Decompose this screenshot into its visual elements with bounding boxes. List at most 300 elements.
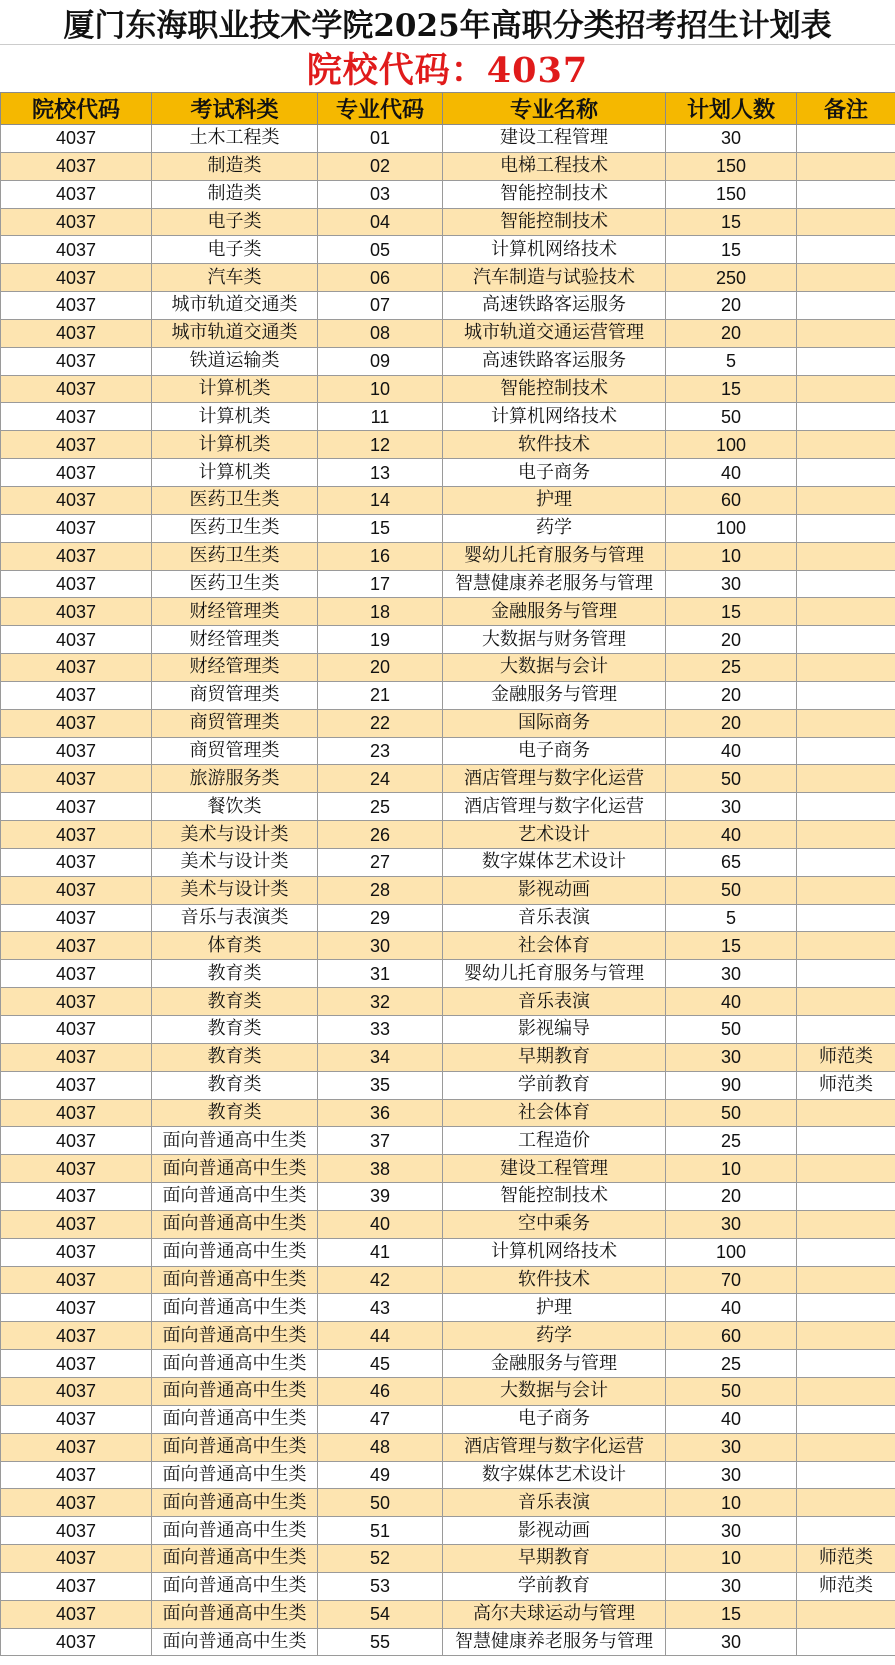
table-row — [1, 292, 895, 320]
cell-remarks — [797, 1517, 895, 1545]
table-row — [1, 403, 895, 431]
cell-remarks — [797, 292, 895, 320]
cell-school-code: 4037 — [1, 347, 152, 375]
cell-exam-category: 美术与设计类 — [152, 848, 318, 876]
cell-major-name: 影视编导 — [443, 1016, 666, 1044]
cell-major-code: 12 — [318, 431, 443, 459]
cell-school-code: 4037 — [1, 1183, 152, 1211]
table-row — [1, 1043, 895, 1071]
cell-school-code: 4037 — [1, 1127, 152, 1155]
cell-major-code: 34 — [318, 1043, 443, 1071]
cell-school-code: 4037 — [1, 1517, 152, 1545]
cell-plan-count: 100 — [666, 514, 797, 542]
header-major-name: 专业名称 — [443, 93, 666, 125]
cell-school-code: 4037 — [1, 375, 152, 403]
cell-major-code: 36 — [318, 1099, 443, 1127]
cell-exam-category: 商贸管理类 — [152, 681, 318, 709]
header-school-code: 院校代码 — [1, 93, 152, 125]
cell-major-name: 音乐表演 — [443, 988, 666, 1016]
cell-plan-count: 30 — [666, 1210, 797, 1238]
cell-school-code: 4037 — [1, 152, 152, 180]
cell-major-name: 社会体育 — [443, 932, 666, 960]
cell-plan-count: 15 — [666, 932, 797, 960]
table-body — [1, 125, 895, 1656]
cell-remarks — [797, 152, 895, 180]
cell-major-code: 48 — [318, 1433, 443, 1461]
cell-school-code: 4037 — [1, 570, 152, 598]
table-header-row — [1, 93, 895, 125]
cell-exam-category: 面向普通高中生类 — [152, 1266, 318, 1294]
cell-major-code: 17 — [318, 570, 443, 598]
cell-school-code: 4037 — [1, 1628, 152, 1656]
table-row — [1, 1517, 895, 1545]
table-row — [1, 542, 895, 570]
cell-major-name: 计算机网络技术 — [443, 236, 666, 264]
table-row — [1, 1071, 895, 1099]
cell-major-name: 计算机网络技术 — [443, 403, 666, 431]
cell-plan-count: 60 — [666, 486, 797, 514]
cell-remarks: 师范类 — [797, 1071, 895, 1099]
cell-major-code: 50 — [318, 1489, 443, 1517]
cell-exam-category: 计算机类 — [152, 459, 318, 487]
table-row — [1, 431, 895, 459]
cell-school-code: 4037 — [1, 821, 152, 849]
cell-remarks — [797, 793, 895, 821]
cell-major-name: 数字媒体艺术设计 — [443, 848, 666, 876]
cell-exam-category: 商贸管理类 — [152, 737, 318, 765]
cell-remarks — [797, 1016, 895, 1044]
cell-remarks — [797, 1377, 895, 1405]
cell-major-name: 护理 — [443, 486, 666, 514]
cell-major-code: 15 — [318, 514, 443, 542]
cell-exam-category: 铁道运输类 — [152, 347, 318, 375]
cell-school-code: 4037 — [1, 514, 152, 542]
cell-major-code: 53 — [318, 1572, 443, 1600]
cell-exam-category: 音乐与表演类 — [152, 904, 318, 932]
cell-exam-category: 面向普通高中生类 — [152, 1155, 318, 1183]
cell-exam-category: 美术与设计类 — [152, 876, 318, 904]
cell-school-code: 4037 — [1, 208, 152, 236]
cell-remarks — [797, 1183, 895, 1211]
cell-major-name: 婴幼儿托育服务与管理 — [443, 542, 666, 570]
table-row — [1, 125, 895, 153]
cell-remarks — [797, 988, 895, 1016]
cell-major-code: 29 — [318, 904, 443, 932]
cell-plan-count: 65 — [666, 848, 797, 876]
cell-exam-category: 制造类 — [152, 180, 318, 208]
table-row — [1, 1489, 895, 1517]
table-row — [1, 319, 895, 347]
cell-plan-count: 30 — [666, 125, 797, 153]
cell-remarks — [797, 932, 895, 960]
cell-exam-category: 面向普通高中生类 — [152, 1489, 318, 1517]
cell-major-name: 大数据与会计 — [443, 654, 666, 682]
page-title: 厦门东海职业技术学院2025年高职分类招考招生计划表 — [0, 0, 895, 45]
table-row — [1, 1461, 895, 1489]
cell-major-name: 大数据与财务管理 — [443, 626, 666, 654]
cell-remarks — [797, 125, 895, 153]
cell-plan-count: 15 — [666, 208, 797, 236]
cell-school-code: 4037 — [1, 737, 152, 765]
table-row — [1, 1099, 895, 1127]
cell-school-code: 4037 — [1, 486, 152, 514]
cell-remarks — [797, 1600, 895, 1628]
cell-exam-category: 教育类 — [152, 988, 318, 1016]
cell-major-name: 金融服务与管理 — [443, 598, 666, 626]
table-row — [1, 514, 895, 542]
cell-major-code: 54 — [318, 1600, 443, 1628]
table-row — [1, 1572, 895, 1600]
header-remarks: 备注 — [797, 93, 895, 125]
cell-remarks — [797, 1210, 895, 1238]
cell-exam-category: 面向普通高中生类 — [152, 1210, 318, 1238]
cell-major-code: 26 — [318, 821, 443, 849]
cell-remarks: 师范类 — [797, 1043, 895, 1071]
cell-remarks — [797, 347, 895, 375]
cell-plan-count: 25 — [666, 654, 797, 682]
cell-major-code: 25 — [318, 793, 443, 821]
cell-plan-count: 50 — [666, 1377, 797, 1405]
cell-plan-count: 50 — [666, 876, 797, 904]
cell-plan-count: 100 — [666, 431, 797, 459]
cell-plan-count: 15 — [666, 1600, 797, 1628]
cell-major-name: 计算机网络技术 — [443, 1238, 666, 1266]
cell-plan-count: 30 — [666, 1572, 797, 1600]
table-row — [1, 654, 895, 682]
table-row — [1, 570, 895, 598]
cell-plan-count: 5 — [666, 347, 797, 375]
cell-remarks — [797, 960, 895, 988]
cell-major-code: 40 — [318, 1210, 443, 1238]
cell-exam-category: 面向普通高中生类 — [152, 1183, 318, 1211]
cell-plan-count: 50 — [666, 765, 797, 793]
table-row — [1, 626, 895, 654]
table-row — [1, 375, 895, 403]
cell-plan-count: 40 — [666, 1294, 797, 1322]
cell-major-code: 49 — [318, 1461, 443, 1489]
cell-remarks — [797, 459, 895, 487]
cell-remarks — [797, 681, 895, 709]
cell-remarks — [797, 765, 895, 793]
cell-major-name: 艺术设计 — [443, 821, 666, 849]
cell-major-name: 软件技术 — [443, 431, 666, 459]
table-row — [1, 1377, 895, 1405]
cell-plan-count: 50 — [666, 1099, 797, 1127]
cell-major-name: 空中乘务 — [443, 1210, 666, 1238]
cell-exam-category: 计算机类 — [152, 431, 318, 459]
cell-exam-category: 面向普通高中生类 — [152, 1572, 318, 1600]
cell-exam-category: 教育类 — [152, 960, 318, 988]
cell-major-name: 数字媒体艺术设计 — [443, 1461, 666, 1489]
cell-school-code: 4037 — [1, 960, 152, 988]
cell-major-code: 43 — [318, 1294, 443, 1322]
cell-exam-category: 面向普通高中生类 — [152, 1294, 318, 1322]
cell-plan-count: 10 — [666, 1155, 797, 1183]
table-row — [1, 1350, 895, 1378]
cell-major-name: 影视动画 — [443, 1517, 666, 1545]
cell-school-code: 4037 — [1, 542, 152, 570]
cell-school-code: 4037 — [1, 1322, 152, 1350]
cell-school-code: 4037 — [1, 292, 152, 320]
cell-remarks — [797, 598, 895, 626]
cell-exam-category: 财经管理类 — [152, 626, 318, 654]
cell-school-code: 4037 — [1, 709, 152, 737]
cell-exam-category: 美术与设计类 — [152, 821, 318, 849]
cell-major-code: 10 — [318, 375, 443, 403]
cell-remarks — [797, 1350, 895, 1378]
cell-exam-category: 面向普通高中生类 — [152, 1238, 318, 1266]
cell-exam-category: 医药卫生类 — [152, 514, 318, 542]
cell-remarks — [797, 264, 895, 292]
cell-major-code: 38 — [318, 1155, 443, 1183]
cell-plan-count: 30 — [666, 570, 797, 598]
cell-exam-category: 财经管理类 — [152, 654, 318, 682]
cell-major-code: 14 — [318, 486, 443, 514]
cell-school-code: 4037 — [1, 765, 152, 793]
cell-plan-count: 40 — [666, 1405, 797, 1433]
cell-plan-count: 10 — [666, 1545, 797, 1573]
school-code-heading: 院校代码：4037 — [306, 50, 589, 91]
cell-plan-count: 30 — [666, 1461, 797, 1489]
cell-major-name: 汽车制造与试验技术 — [443, 264, 666, 292]
cell-major-name: 电子商务 — [443, 737, 666, 765]
cell-major-name: 工程造价 — [443, 1127, 666, 1155]
cell-exam-category: 计算机类 — [152, 403, 318, 431]
table-row — [1, 152, 895, 180]
cell-major-code: 42 — [318, 1266, 443, 1294]
cell-major-code: 08 — [318, 319, 443, 347]
cell-school-code: 4037 — [1, 264, 152, 292]
cell-remarks — [797, 654, 895, 682]
cell-major-name: 学前教育 — [443, 1572, 666, 1600]
cell-school-code: 4037 — [1, 1016, 152, 1044]
cell-plan-count: 50 — [666, 403, 797, 431]
cell-remarks — [797, 514, 895, 542]
cell-remarks — [797, 1322, 895, 1350]
cell-school-code: 4037 — [1, 1405, 152, 1433]
table-row — [1, 1600, 895, 1628]
cell-school-code: 4037 — [1, 431, 152, 459]
cell-school-code: 4037 — [1, 654, 152, 682]
table-row — [1, 1294, 895, 1322]
cell-remarks — [797, 626, 895, 654]
cell-remarks — [797, 1099, 895, 1127]
cell-plan-count: 5 — [666, 904, 797, 932]
cell-major-code: 01 — [318, 125, 443, 153]
cell-major-code: 16 — [318, 542, 443, 570]
cell-plan-count: 150 — [666, 180, 797, 208]
cell-remarks: 师范类 — [797, 1572, 895, 1600]
cell-remarks — [797, 1238, 895, 1266]
cell-major-name: 学前教育 — [443, 1071, 666, 1099]
cell-plan-count: 40 — [666, 821, 797, 849]
cell-remarks — [797, 1127, 895, 1155]
cell-plan-count: 15 — [666, 375, 797, 403]
cell-remarks — [797, 570, 895, 598]
cell-remarks — [797, 848, 895, 876]
table-row — [1, 1628, 895, 1656]
cell-plan-count: 15 — [666, 598, 797, 626]
table-row — [1, 681, 895, 709]
cell-major-name: 早期教育 — [443, 1043, 666, 1071]
cell-plan-count: 20 — [666, 292, 797, 320]
cell-plan-count: 20 — [666, 626, 797, 654]
enrollment-plan-table — [0, 92, 895, 1656]
cell-school-code: 4037 — [1, 932, 152, 960]
cell-major-code: 19 — [318, 626, 443, 654]
cell-major-name: 早期教育 — [443, 1545, 666, 1573]
cell-major-code: 05 — [318, 236, 443, 264]
cell-major-name: 建设工程管理 — [443, 125, 666, 153]
table-row — [1, 1016, 895, 1044]
cell-major-code: 37 — [318, 1127, 443, 1155]
cell-exam-category: 城市轨道交通类 — [152, 319, 318, 347]
cell-major-code: 45 — [318, 1350, 443, 1378]
cell-major-name: 智慧健康养老服务与管理 — [443, 1628, 666, 1656]
cell-school-code: 4037 — [1, 626, 152, 654]
cell-major-name: 电子商务 — [443, 459, 666, 487]
cell-major-name: 高速铁路客运服务 — [443, 347, 666, 375]
cell-exam-category: 计算机类 — [152, 375, 318, 403]
cell-plan-count: 30 — [666, 1517, 797, 1545]
cell-school-code: 4037 — [1, 1071, 152, 1099]
cell-major-name: 金融服务与管理 — [443, 1350, 666, 1378]
cell-plan-count: 30 — [666, 1433, 797, 1461]
cell-exam-category: 制造类 — [152, 152, 318, 180]
cell-exam-category: 财经管理类 — [152, 598, 318, 626]
cell-remarks — [797, 904, 895, 932]
cell-major-name: 酒店管理与数字化运营 — [443, 793, 666, 821]
cell-major-code: 11 — [318, 403, 443, 431]
cell-remarks — [797, 1155, 895, 1183]
table-row — [1, 765, 895, 793]
cell-plan-count: 30 — [666, 793, 797, 821]
cell-school-code: 4037 — [1, 681, 152, 709]
cell-major-code: 51 — [318, 1517, 443, 1545]
cell-school-code: 4037 — [1, 904, 152, 932]
cell-major-name: 酒店管理与数字化运营 — [443, 1433, 666, 1461]
cell-plan-count: 50 — [666, 1016, 797, 1044]
cell-plan-count: 15 — [666, 236, 797, 264]
cell-major-name: 音乐表演 — [443, 904, 666, 932]
cell-remarks — [797, 403, 895, 431]
cell-major-name: 金融服务与管理 — [443, 681, 666, 709]
cell-major-name: 智能控制技术 — [443, 180, 666, 208]
cell-exam-category: 教育类 — [152, 1099, 318, 1127]
cell-exam-category: 教育类 — [152, 1071, 318, 1099]
table-row — [1, 486, 895, 514]
cell-major-name: 护理 — [443, 1294, 666, 1322]
cell-school-code: 4037 — [1, 180, 152, 208]
cell-school-code: 4037 — [1, 1572, 152, 1600]
cell-school-code: 4037 — [1, 988, 152, 1016]
cell-major-code: 35 — [318, 1071, 443, 1099]
cell-plan-count: 30 — [666, 1043, 797, 1071]
cell-plan-count: 10 — [666, 1489, 797, 1517]
table-row — [1, 737, 895, 765]
cell-remarks — [797, 1489, 895, 1517]
cell-exam-category: 面向普通高中生类 — [152, 1433, 318, 1461]
table-row — [1, 459, 895, 487]
table-row — [1, 264, 895, 292]
cell-remarks — [797, 876, 895, 904]
cell-remarks — [797, 236, 895, 264]
cell-plan-count: 20 — [666, 1183, 797, 1211]
cell-major-name: 大数据与会计 — [443, 1377, 666, 1405]
cell-major-name: 城市轨道交通运营管理 — [443, 319, 666, 347]
cell-remarks — [797, 208, 895, 236]
cell-exam-category: 汽车类 — [152, 264, 318, 292]
cell-school-code: 4037 — [1, 848, 152, 876]
cell-exam-category: 餐饮类 — [152, 793, 318, 821]
table-row — [1, 1183, 895, 1211]
cell-remarks: 师范类 — [797, 1545, 895, 1573]
cell-major-code: 28 — [318, 876, 443, 904]
cell-major-code: 47 — [318, 1405, 443, 1433]
table-row — [1, 1545, 895, 1573]
header-major-code: 专业代码 — [318, 93, 443, 125]
cell-school-code: 4037 — [1, 403, 152, 431]
header-exam-category: 考试科类 — [152, 93, 318, 125]
cell-plan-count: 30 — [666, 1628, 797, 1656]
cell-major-code: 09 — [318, 347, 443, 375]
table-row — [1, 988, 895, 1016]
cell-plan-count: 40 — [666, 737, 797, 765]
cell-remarks — [797, 1628, 895, 1656]
cell-major-code: 07 — [318, 292, 443, 320]
cell-major-code: 31 — [318, 960, 443, 988]
table-row — [1, 347, 895, 375]
cell-major-name: 软件技术 — [443, 1266, 666, 1294]
table-row — [1, 1238, 895, 1266]
cell-major-code: 27 — [318, 848, 443, 876]
cell-exam-category: 面向普通高中生类 — [152, 1405, 318, 1433]
cell-major-code: 33 — [318, 1016, 443, 1044]
cell-exam-category: 面向普通高中生类 — [152, 1377, 318, 1405]
cell-exam-category: 面向普通高中生类 — [152, 1628, 318, 1656]
cell-major-name: 婴幼儿托育服务与管理 — [443, 960, 666, 988]
cell-school-code: 4037 — [1, 876, 152, 904]
cell-major-code: 52 — [318, 1545, 443, 1573]
table-row — [1, 1127, 895, 1155]
cell-major-name: 高速铁路客运服务 — [443, 292, 666, 320]
cell-school-code: 4037 — [1, 1043, 152, 1071]
cell-exam-category: 旅游服务类 — [152, 765, 318, 793]
cell-major-code: 21 — [318, 681, 443, 709]
cell-major-code: 39 — [318, 1183, 443, 1211]
cell-plan-count: 150 — [666, 152, 797, 180]
cell-school-code: 4037 — [1, 1545, 152, 1573]
cell-school-code: 4037 — [1, 1461, 152, 1489]
cell-plan-count: 10 — [666, 542, 797, 570]
cell-major-name: 电梯工程技术 — [443, 152, 666, 180]
cell-major-code: 30 — [318, 932, 443, 960]
cell-exam-category: 体育类 — [152, 932, 318, 960]
cell-school-code: 4037 — [1, 1210, 152, 1238]
cell-exam-category: 商贸管理类 — [152, 709, 318, 737]
cell-remarks — [797, 737, 895, 765]
cell-plan-count: 250 — [666, 264, 797, 292]
cell-major-code: 24 — [318, 765, 443, 793]
cell-plan-count: 30 — [666, 960, 797, 988]
table-row — [1, 1322, 895, 1350]
cell-major-name: 智能控制技术 — [443, 208, 666, 236]
cell-major-code: 20 — [318, 654, 443, 682]
cell-school-code: 4037 — [1, 1350, 152, 1378]
cell-school-code: 4037 — [1, 1266, 152, 1294]
table-row — [1, 208, 895, 236]
cell-plan-count: 20 — [666, 319, 797, 347]
